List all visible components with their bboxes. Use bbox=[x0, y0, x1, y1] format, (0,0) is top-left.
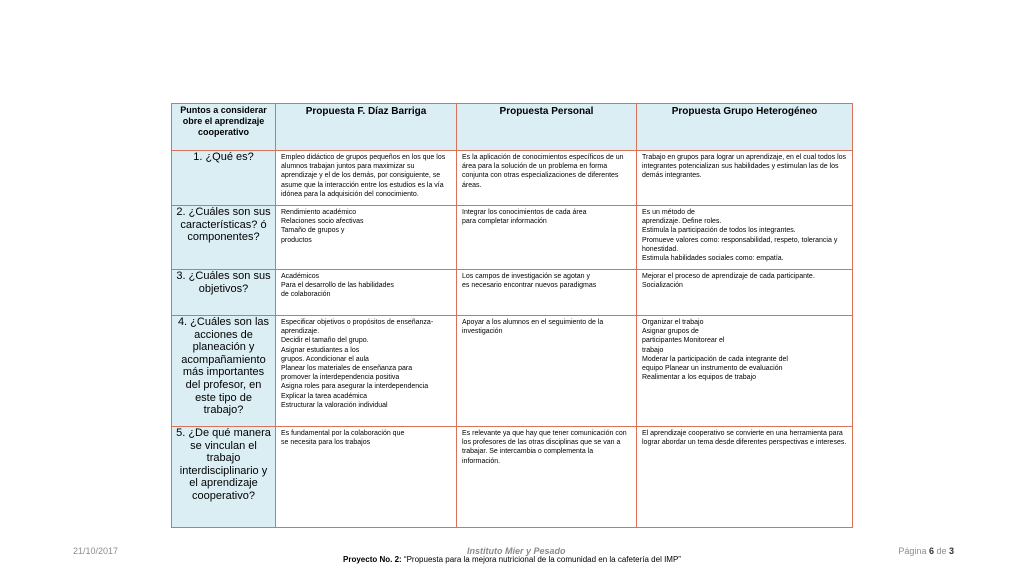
question-cell: 2. ¿Cuáles son sus características? ó componentes? bbox=[172, 206, 276, 270]
project-title: “Propuesta para la mejora nutricional de la comunidad en la cafetería del IMP” bbox=[401, 555, 681, 564]
header-personal: Propuesta Personal bbox=[457, 104, 637, 151]
diaz-barriga-cell: Empleo didáctico de grupos pequeños en los que los alumnos trabajan juntos para maximizar su aprendizaje y el de los demás, por consiguiente, se asume que la interacción entre los estudios es la vía idónea para la adquisición del conocimiento. bbox=[276, 151, 457, 206]
grupo-heterogeneo-cell: Trabajo en grupos para lograr un aprendizaje, en el cual todos los integrantes potencializan sus habilidades y estimulan las de los demás integrantes. bbox=[637, 151, 853, 206]
personal-cell: Es relevante ya que hay que tener comunicación con los profesores de las otras disciplinas que se van a trabajar. Se intercambia o complementa la información. bbox=[457, 427, 637, 528]
table-body bbox=[172, 151, 853, 528]
grupo-heterogeneo-cell: Organizar el trabajo Asignar grupos de participantes Monitorear el trabajo Moderar la participación de cada integrante del equipo Planear un instrumento de evaluación Realimentar a los equipos de trabajo bbox=[637, 316, 853, 427]
grupo-heterogeneo-cell: El aprendizaje cooperativo se convierte en una herramienta para lograr abordar un tema desde diferentes perspectivas e intereses. bbox=[637, 427, 853, 528]
question-cell: 3. ¿Cuáles son sus objetivos? bbox=[172, 270, 276, 316]
comparison-table bbox=[171, 103, 853, 528]
question-cell: 1. ¿Qué es? bbox=[172, 151, 276, 206]
table-row bbox=[172, 151, 853, 206]
table-row bbox=[172, 206, 853, 270]
table-header bbox=[172, 104, 853, 151]
grupo-heterogeneo-cell: Es un método de aprendizaje. Define roles. Estimula la participación de todos los integrantes. Promueve valores como: responsabilidad, respeto, tolerancia y honestidad. Estimula habilidades sociales como: empatía. bbox=[637, 206, 853, 270]
table-row bbox=[172, 316, 853, 427]
header-points: Puntos a considerar obre el aprendizaje cooperativo bbox=[172, 104, 276, 151]
page-prefix: Página bbox=[898, 546, 929, 556]
diaz-barriga-cell: Académicos Para el desarrollo de las habilidades de colaboración bbox=[276, 270, 457, 316]
page-total: 3 bbox=[948, 546, 954, 556]
diaz-barriga-cell: Rendimiento académico Relaciones socio afectivas Tamaño de grupos y productos bbox=[276, 206, 457, 270]
personal-cell: Es la aplicación de conocimientos específicos de un área para la solución de un problema en forma conjunta con otras especializaciones de diferentes áreas. bbox=[457, 151, 637, 206]
question-cell: 5. ¿De qué manera se vinculan el trabajo interdisciplinario y el aprendizaje cooperativo? bbox=[172, 427, 276, 528]
header-row bbox=[172, 104, 853, 151]
footer-project bbox=[0, 555, 1024, 564]
header-diaz-barriga: Propuesta F. Díaz Barriga bbox=[276, 104, 457, 151]
project-label: Proyecto No. 2: bbox=[343, 555, 402, 564]
page-middle: de bbox=[933, 546, 949, 556]
diaz-barriga-cell: Es fundamental por la colaboración que se necesita para los trabajos bbox=[276, 427, 457, 528]
personal-cell: Apoyar a los alumnos en el seguimiento de la investigación bbox=[457, 316, 637, 427]
table-row bbox=[172, 270, 853, 316]
page-current: 6 bbox=[928, 546, 934, 556]
header-grupo-heterogeneo: Propuesta Grupo Heterogéneo bbox=[637, 104, 853, 151]
diaz-barriga-cell: Especificar objetivos o propósitos de enseñanza-aprendizaje. Decidir el tamaño del grupo. Asignar estudiantes a los grupos. Acondicionar el aula Planear los materiales de enseñanza para promover la interdependencia positiva Asigna roles para asegurar la interdependencia Explicar la tarea académica Estructurar la valoración individual bbox=[276, 316, 457, 427]
question-cell: 4. ¿Cuáles son las acciones de planeación y acompañamiento más importantes del profesor, en este tipo de trabajo? bbox=[172, 316, 276, 427]
table-row bbox=[172, 427, 853, 528]
footer-institution: Instituto Mier y Pesado bbox=[467, 546, 566, 556]
personal-cell: Los campos de investigación se agotan y es necesario encontrar nuevos paradigmas bbox=[457, 270, 637, 316]
grupo-heterogeneo-cell: Mejorar el proceso de aprendizaje de cada participante. Socialización bbox=[637, 270, 853, 316]
footer-date: 21/10/2017 bbox=[73, 546, 119, 556]
personal-cell: Integrar los conocimientos de cada área para completar información bbox=[457, 206, 637, 270]
